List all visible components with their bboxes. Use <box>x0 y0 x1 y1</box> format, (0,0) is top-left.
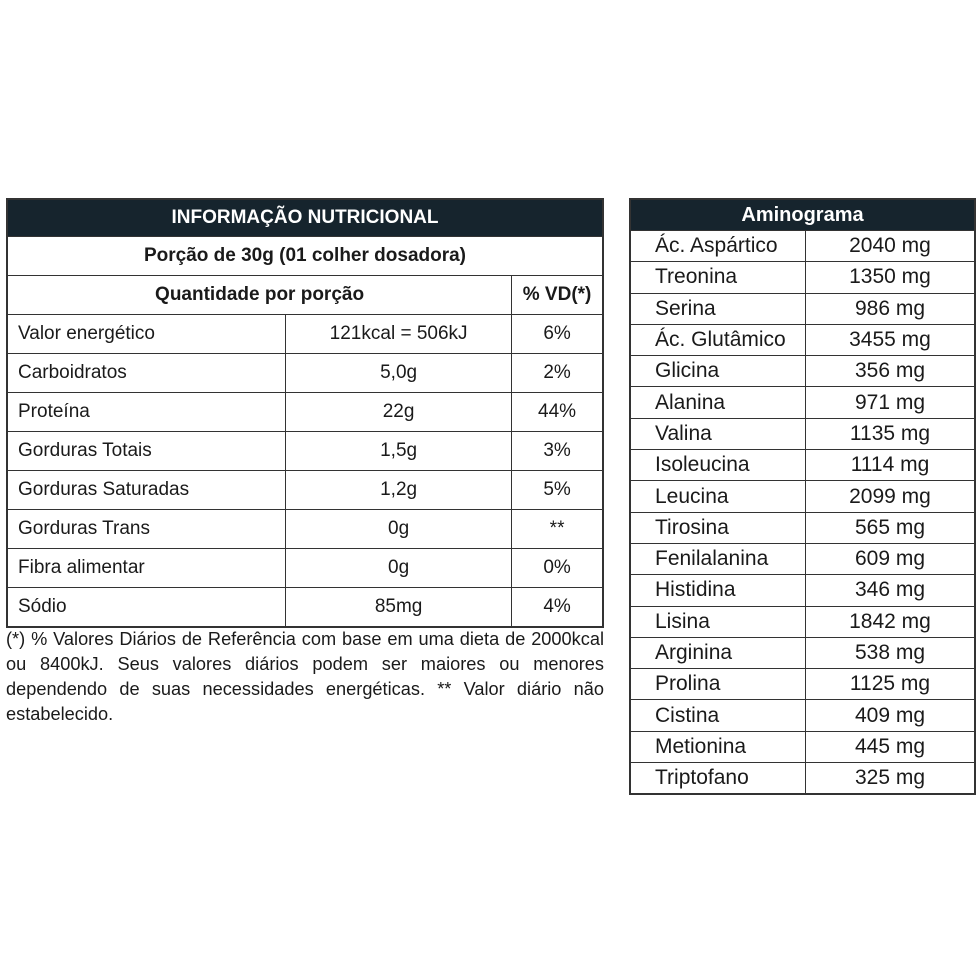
amino-value: 346 mg <box>806 575 976 606</box>
amino-name: Ác. Aspártico <box>630 231 806 262</box>
footnote: (*) % Valores Diários de Referência com base em uma dieta de 2000kcal ou 8400kJ. Seus valores diários podem ser maiores ou menores dependendo de suas necessidades energéticas. ** Valor diário não estabelecido. <box>6 629 604 724</box>
amino-name: Lisina <box>630 606 806 637</box>
amino-name: Metionina <box>630 731 806 762</box>
aminogram-row <box>630 637 975 668</box>
amino-name: Arginina <box>630 637 806 668</box>
aminogram-row <box>630 293 975 324</box>
amino-value: 1842 mg <box>806 606 976 637</box>
amino-value: 3455 mg <box>806 324 976 355</box>
aminogram-row <box>630 575 975 606</box>
nutrient-vd: 44% <box>512 393 603 432</box>
aminogram-title: Aminograma <box>630 199 975 231</box>
aminogram-row <box>630 669 975 700</box>
amino-name: Glicina <box>630 356 806 387</box>
nutrient-vd: 0% <box>512 549 603 588</box>
nutrition-row <box>7 354 603 393</box>
amino-value: 1135 mg <box>806 418 976 449</box>
nutrient-amount: 0g <box>286 510 512 549</box>
aminogram-row <box>630 481 975 512</box>
nutrient-name: Gorduras Trans <box>7 510 286 549</box>
nutrient-name: Gorduras Saturadas <box>7 471 286 510</box>
amino-name: Valina <box>630 418 806 449</box>
nutrient-name: Fibra alimentar <box>7 549 286 588</box>
nutrient-amount: 22g <box>286 393 512 432</box>
amino-value: 1125 mg <box>806 669 976 700</box>
nutrition-table <box>6 198 604 628</box>
amino-name: Triptofano <box>630 763 806 795</box>
nutrition-row <box>7 315 603 354</box>
amino-name: Tirosina <box>630 512 806 543</box>
aminogram-row <box>630 450 975 481</box>
nutrient-vd: 4% <box>512 588 603 628</box>
nutrition-title: INFORMAÇÃO NUTRICIONAL <box>7 199 603 237</box>
amino-value: 1114 mg <box>806 450 976 481</box>
nutrient-name: Sódio <box>7 588 286 628</box>
aminogram-row <box>630 512 975 543</box>
nutrient-name: Gorduras Totais <box>7 432 286 471</box>
amino-name: Histidina <box>630 575 806 606</box>
amino-value: 1350 mg <box>806 262 976 293</box>
nutrient-amount: 0g <box>286 549 512 588</box>
nutrition-row <box>7 471 603 510</box>
aminogram-row <box>630 606 975 637</box>
amino-name: Isoleucina <box>630 450 806 481</box>
aminogram-row <box>630 543 975 574</box>
nutrient-amount: 1,5g <box>286 432 512 471</box>
amino-name: Treonina <box>630 262 806 293</box>
aminogram-row <box>630 387 975 418</box>
nutrient-vd: 5% <box>512 471 603 510</box>
nutrition-row <box>7 588 603 628</box>
amino-value: 609 mg <box>806 543 976 574</box>
amino-value: 2099 mg <box>806 481 976 512</box>
amino-value: 2040 mg <box>806 231 976 262</box>
nutrition-row <box>7 432 603 471</box>
nutrition-row <box>7 393 603 432</box>
amino-value: 445 mg <box>806 731 976 762</box>
nutrient-amount: 1,2g <box>286 471 512 510</box>
nutrient-name: Valor energético <box>7 315 286 354</box>
amino-name: Prolina <box>630 669 806 700</box>
nutrient-vd: 2% <box>512 354 603 393</box>
amino-value: 971 mg <box>806 387 976 418</box>
aminogram-rows <box>630 231 975 795</box>
nutrient-name: Carboidratos <box>7 354 286 393</box>
amino-name: Fenilalanina <box>630 543 806 574</box>
nutrient-amount: 121kcal = 506kJ <box>286 315 512 354</box>
amino-name: Leucina <box>630 481 806 512</box>
nutrition-row <box>7 549 603 588</box>
nutrient-vd: 3% <box>512 432 603 471</box>
nutrient-amount: 5,0g <box>286 354 512 393</box>
amino-value: 356 mg <box>806 356 976 387</box>
aminogram-row <box>630 418 975 449</box>
aminogram-row <box>630 231 975 262</box>
amino-name: Cistina <box>630 700 806 731</box>
aminogram-row <box>630 262 975 293</box>
nutrition-row <box>7 510 603 549</box>
aminogram-row <box>630 356 975 387</box>
amino-value: 565 mg <box>806 512 976 543</box>
aminogram-row <box>630 731 975 762</box>
aminogram-row <box>630 700 975 731</box>
amino-value: 409 mg <box>806 700 976 731</box>
amino-value: 325 mg <box>806 763 976 795</box>
amino-name: Ác. Glutâmico <box>630 324 806 355</box>
amino-value: 986 mg <box>806 293 976 324</box>
nutrient-vd: 6% <box>512 315 603 354</box>
amino-value: 538 mg <box>806 637 976 668</box>
nutrient-vd: ** <box>512 510 603 549</box>
serving-size: Porção de 30g (01 colher dosadora) <box>7 237 603 276</box>
aminogram-row <box>630 324 975 355</box>
quantity-header: Quantidade por porção <box>7 276 512 315</box>
aminogram-table <box>629 198 976 795</box>
amino-name: Alanina <box>630 387 806 418</box>
nutrition-rows <box>7 315 603 628</box>
nutrient-amount: 85mg <box>286 588 512 628</box>
nutrient-name: Proteína <box>7 393 286 432</box>
amino-name: Serina <box>630 293 806 324</box>
vd-header: % VD(*) <box>512 276 603 315</box>
aminogram-row <box>630 763 975 795</box>
